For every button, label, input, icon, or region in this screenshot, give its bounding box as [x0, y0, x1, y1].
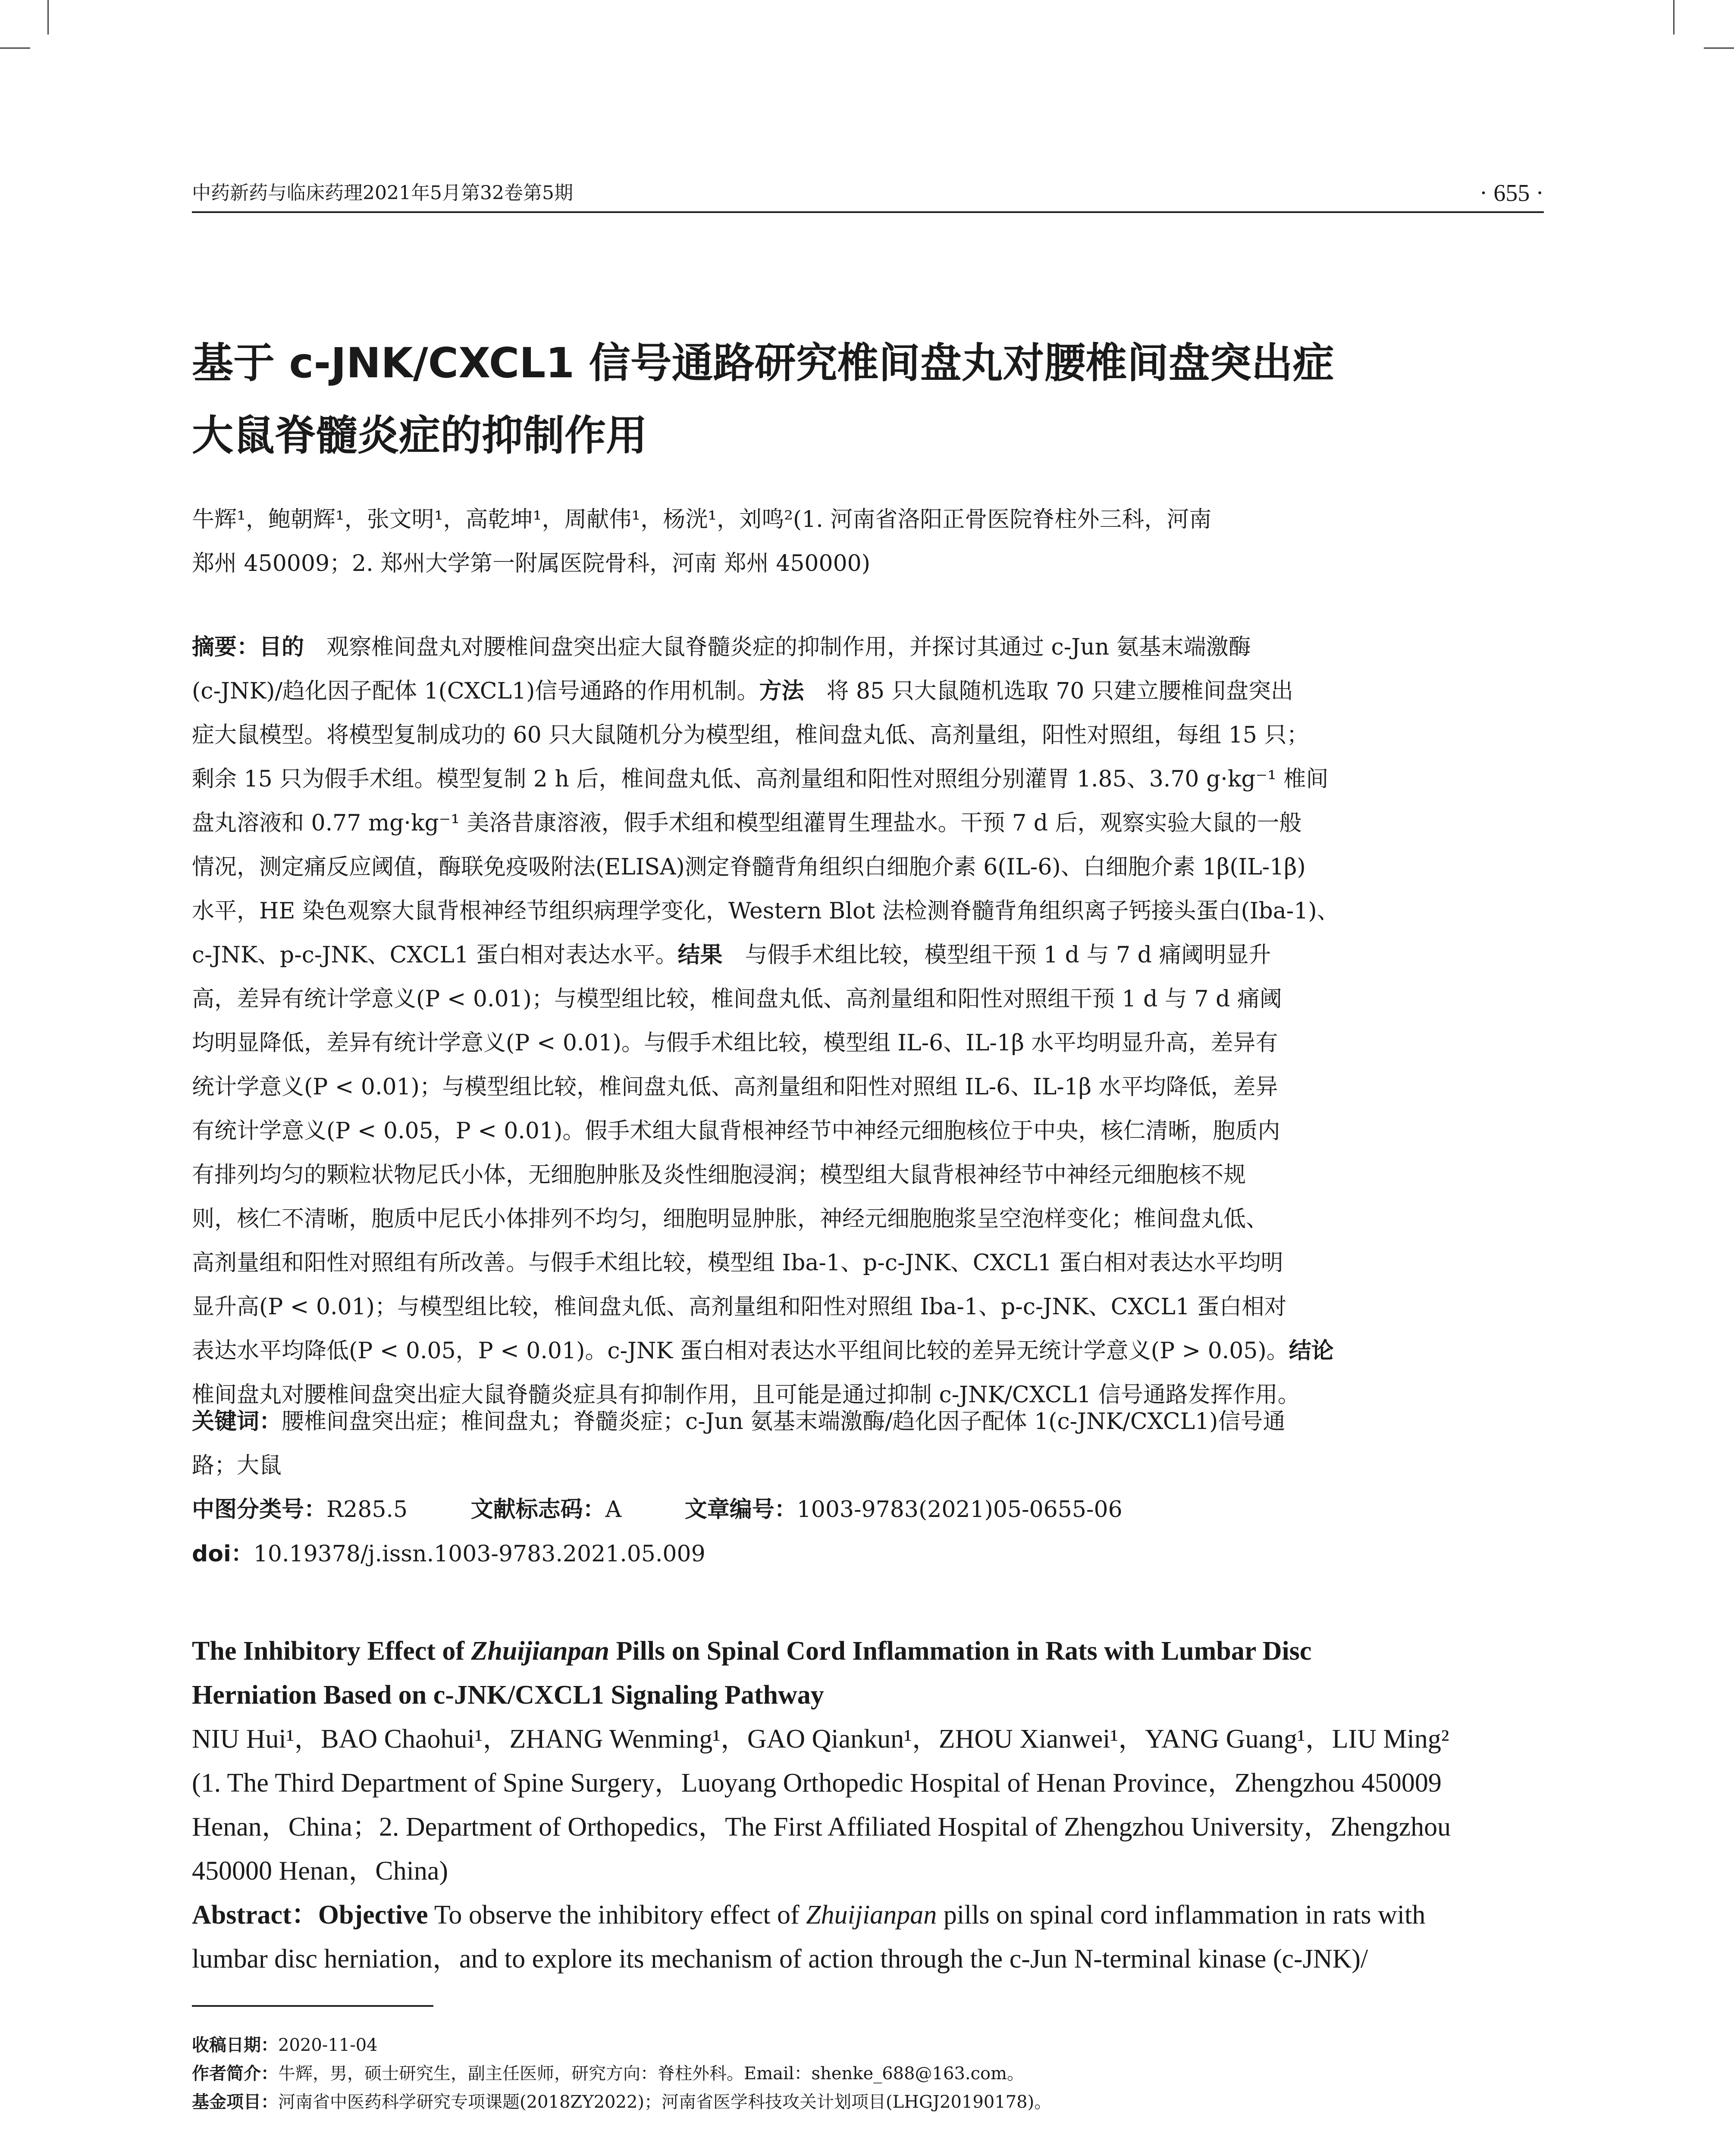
title-cn: [192, 327, 1555, 472]
abstract-line: 水平，HE 染色观察大鼠背根神经节组织病理学变化，Western Blot 法检测脊髓背角组织离子钙接头蛋白(Iba-1)、: [192, 898, 1339, 924]
authors-en: [192, 1717, 1555, 1893]
objective-label: 目的: [259, 634, 304, 660]
doi-value[interactable]: 10.19378/j.issn.1003-9783.2021.05.009: [253, 1541, 706, 1567]
objective-en-label: Objective: [318, 1900, 428, 1930]
authors-cn: [192, 498, 1555, 586]
method-label: 方法: [759, 678, 804, 704]
author-bio: 作者简介：牛辉，男，硕士研究生，副主任医师，研究方向：脊柱外科。Email：shenke_688@163.com。: [192, 2064, 1025, 2084]
authors-cn-line: 郑州 450009；2. 郑州大学第一附属医院骨科，河南 郑州 450000): [192, 551, 871, 577]
keywords-line: 关键词：腰椎间盘突出症；椎间盘丸；脊髓炎症；c-Jun 氨基末端激酶/趋化因子配体 1(c-JNK/CXCL1)信号通: [192, 1409, 1286, 1435]
journal-name: 中药新药与临床药理2021年5月第32卷第5期: [192, 182, 573, 204]
document-code: 文献标志码：A: [470, 1497, 622, 1523]
affiliation-en-line: Henan，China；2. Department of Orthopedics，The First Affiliated Hospital of Zhengzhou University，Zhengzhou: [192, 1812, 1451, 1842]
page-number: · 655 ·: [1479, 180, 1544, 207]
abstract-line: 剩余 15 只为假手术组。模型复制 2 h 后，椎间盘丸低、高剂量组和阳性对照组分别灌胃 1.85、3.70 g·kg⁻¹ 椎间: [192, 766, 1329, 792]
abstract-line: 盘丸溶液和 0.77 mg·kg⁻¹ 美洛昔康溶液，假手术组和模型组灌胃生理盐水。干预 7 d 后，观察实验大鼠的一般: [192, 810, 1302, 836]
footnote-rule: [192, 2005, 433, 2007]
abstract-line: (c-JNK)/趋化因子配体 1(CXCL1)信号通路的作用机制。方法 将 85 只大鼠随机选取 70 只建立腰椎间盘突出: [192, 678, 1293, 704]
authors-en-line: NIU Hui¹，BAO Chaohui¹，ZHANG Wenming¹，GAO Qiankun¹，ZHOU Xianwei¹，YANG Guang¹，LIU Ming²: [192, 1724, 1449, 1754]
abstract-line: 椎间盘丸对腰椎间盘突出症大鼠脊髓炎症具有抑制作用，且可能是通过抑制 c-JNK/CXCL1 信号通路发挥作用。: [192, 1382, 1300, 1408]
clc-number: 中图分类号：R285.5: [192, 1497, 408, 1523]
crop-mark: [0, 47, 30, 49]
abstract-line: 高剂量组和阳性对照组有所改善。与假手术组比较，模型组 Iba-1、p-c-JNK、CXCL1 蛋白相对表达水平均明: [192, 1250, 1283, 1276]
affiliation-en-line: 450000 Henan，China): [192, 1856, 448, 1886]
abstract-line: c-JNK、p-c-JNK、CXCL1 蛋白相对表达水平。结果 与假手术组比较，模型组干预 1 d 与 7 d 痛阈明显升: [192, 942, 1271, 968]
abstract-en: [192, 1893, 1555, 1981]
title-en-line: The Inhibitory Effect of Zhuijianpan Pills on Spinal Cord Inflammation in Rats with Lumbar Disc: [192, 1636, 1312, 1666]
fund-info: 基金项目：河南省中医药科学研究专项课题(2018ZY2022)；河南省医学科技攻关计划项目(LHGJ20190178)。: [192, 2092, 1052, 2112]
abstract-line: 则，核仁不清晰，胞质中尼氏小体排列不均匀，细胞明显肿胀，神经元细胞胞浆呈空泡样变化；椎间盘丸低、: [192, 1206, 1269, 1232]
abstract-line: 摘要：目的 观察椎间盘丸对腰椎间盘突出症大鼠脊髓炎症的抑制作用，并探讨其通过 c-Jun 氨基末端激酶: [192, 634, 1251, 660]
running-header: [192, 180, 1544, 206]
result-label: 结果: [677, 942, 723, 968]
authors-cn-line: 牛辉¹，鲍朝辉¹，张文明¹，高乾坤¹，周献伟¹，杨洸¹，刘鸣²(1. 河南省洛阳正骨医院脊柱外三科，河南: [192, 507, 1212, 533]
crop-mark: [1704, 47, 1734, 49]
abstract-line: 情况，测定痛反应阈值，酶联免疫吸附法(ELISA)测定脊髓背角组织白细胞介素 6(IL-6)、白细胞介素 1β(IL-1β): [192, 854, 1306, 880]
abstract-line: 有统计学意义(P < 0.05，P < 0.01)。假手术组大鼠背根神经节中神经元细胞核位于中央，核仁清晰，胞质内: [192, 1118, 1280, 1144]
abstract-line: 症大鼠模型。将模型复制成功的 60 只大鼠随机分为模型组，椎间盘丸低、高剂量组，阳性对照组，每组 15 只；: [192, 722, 1309, 748]
keywords-cn: [192, 1400, 1555, 1488]
title-cn-line: 大鼠脊髓炎症的抑制作用: [192, 411, 647, 460]
received-date: 收稿日期：2020-11-04: [192, 2035, 378, 2055]
conclusion-label: 结论: [1289, 1338, 1334, 1364]
abstract-en-line: lumbar disc herniation，and to explore its mechanism of action through the c-Jun N-terminal kinase (c-JNK)/: [192, 1944, 1368, 1974]
doi-label: doi：: [192, 1541, 254, 1567]
article-number: 文章编号：1003-9783(2021)05-0655-06: [684, 1497, 1123, 1523]
keywords-label: 关键词：: [192, 1409, 282, 1435]
crop-mark: [1673, 0, 1674, 34]
title-en: [192, 1629, 1555, 1717]
crop-mark: [47, 0, 49, 34]
abstract-en-line: Abstract：Objective To observe the inhibitory effect of Zhuijianpan pills on spinal cord inflammation in rats with: [192, 1900, 1426, 1930]
abstract-line: 均明显降低，差异有统计学意义(P < 0.01)。与假手术组比较，模型组 IL-6、IL-1β 水平均明显升高，差异有: [192, 1030, 1278, 1056]
footnotes: [192, 2031, 1555, 2116]
doi-line: [192, 1532, 1555, 1576]
abstract-en-label: Abstract：: [192, 1900, 318, 1930]
abstract-line: 显升高(P < 0.01)；与模型组比较，椎间盘丸低、高剂量组和阳性对照组 Iba-1、p-c-JNK、CXCL1 蛋白相对: [192, 1294, 1287, 1320]
abstract-line: 表达水平均降低(P < 0.05，P < 0.01)。c-JNK 蛋白相对表达水平组间比较的差异无统计学意义(P > 0.05)。结论: [192, 1338, 1334, 1364]
abstract-cn: [192, 625, 1555, 1417]
title-cn-line: 基于 c-JNK/CXCL1 信号通路研究椎间盘丸对腰椎间盘突出症: [192, 339, 1334, 387]
abstract-line: 有排列均匀的颗粒状物尼氏小体，无细胞肿胀及炎性细胞浸润；模型组大鼠背根神经节中神经元细胞核不规: [192, 1162, 1246, 1188]
title-en-line: Herniation Based on c-JNK/CXCL1 Signaling Pathway: [192, 1680, 824, 1710]
header-rule: [192, 211, 1544, 213]
affiliation-en-line: (1. The Third Department of Spine Surgery，Luoyang Orthopedic Hospital of Henan Province，Zhengzhou 450009: [192, 1768, 1442, 1798]
classification-line: [192, 1488, 1555, 1532]
abstract-label: 摘要：: [192, 634, 260, 660]
keywords-line: 路；大鼠: [192, 1453, 282, 1479]
abstract-line: 高，差异有统计学意义(P < 0.01)；与模型组比较，椎间盘丸低、高剂量组和阳性对照组干预 1 d 与 7 d 痛阈: [192, 986, 1282, 1012]
abstract-line: 统计学意义(P < 0.01)；与模型组比较，椎间盘丸低、高剂量组和阳性对照组 IL-6、IL-1β 水平均降低，差异: [192, 1074, 1278, 1100]
